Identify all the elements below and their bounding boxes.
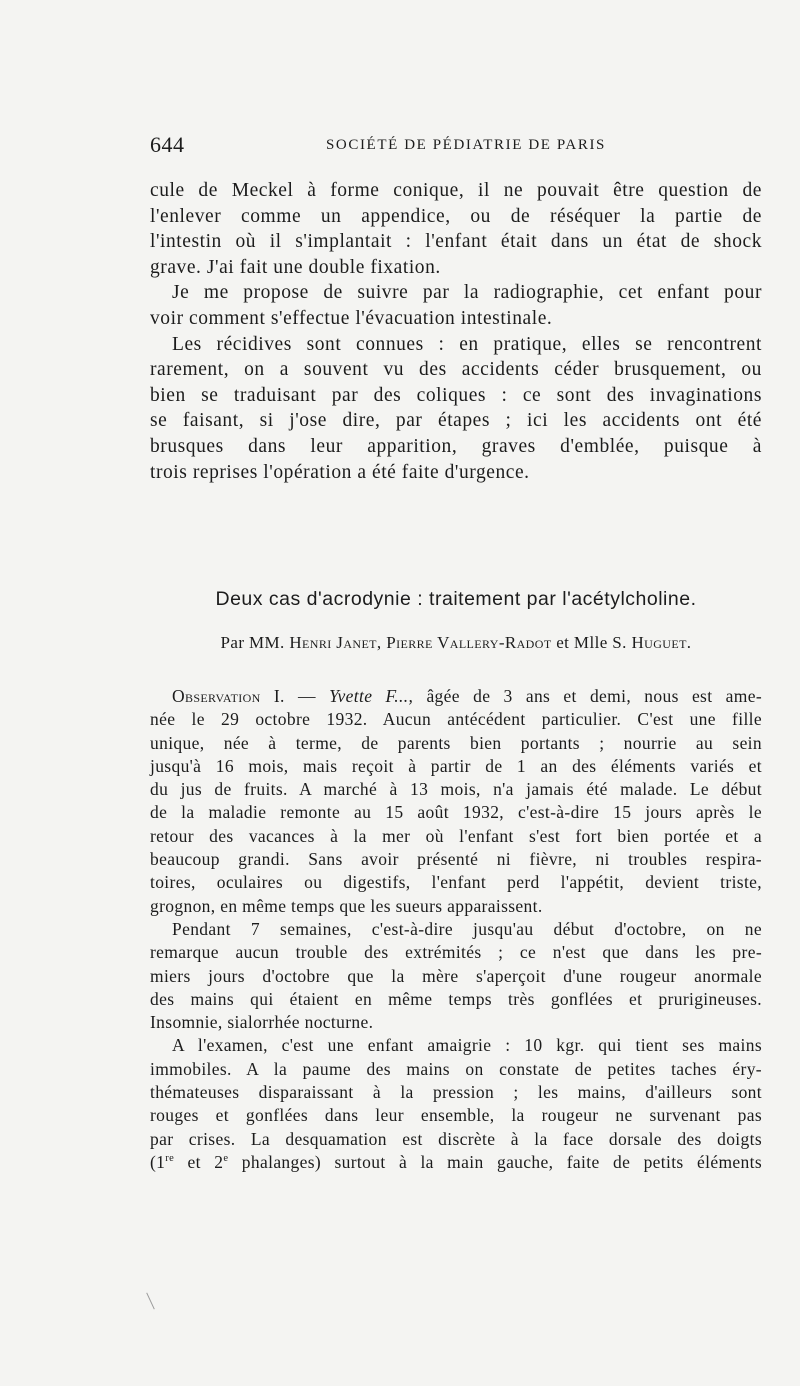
superscript: e — [223, 1153, 229, 1165]
text-line: par crises. La desquamation est discrète à la face dorsale des doigts — [150, 1128, 762, 1149]
page-number: 644 — [150, 132, 185, 157]
observation-label: Observation I. — [172, 686, 285, 706]
author-name: Henri Janet, — [289, 633, 382, 652]
text-line: immobiles. A la paume des mains on constate de petites taches éry- — [150, 1058, 762, 1079]
superscript: re — [165, 1153, 175, 1165]
text-line: Je me propose de suivre par la radiographie, cet enfant pour — [172, 282, 762, 304]
text-line: Pendant 7 semaines, c'est-à-dire jusqu'au début d'octobre, on ne — [172, 918, 762, 939]
authors-conjunction: et Mlle S. — [556, 633, 627, 652]
text-fragment: (1 — [150, 1151, 166, 1172]
patient-name: Yvette F..., — [329, 686, 414, 706]
text-line: se faisant, si j'ose dire, par étapes ; ici les accidents ont été — [150, 410, 762, 432]
observation-first-line — [150, 685, 762, 708]
text-line: de la maladie remonte au 15 août 1932, c'est-à-dire 15 jours après le — [150, 802, 762, 823]
text-line: l'intestin où il s'implantait : l'enfant était dans un état de shock — [150, 231, 762, 253]
continued-text — [150, 178, 762, 485]
text-line: voir comment s'effectue l'évacuation intestinale. — [150, 307, 553, 329]
text-fragment: et 2 — [174, 1151, 224, 1172]
authors-prefix: Par MM. — [220, 633, 285, 652]
observation-dash: — — [297, 686, 316, 706]
text-line: des mains qui étaient en même temps très gonflées et prurigineuses. — [150, 988, 762, 1009]
text-line: trois reprises l'opération a été faite d'urgence. — [150, 461, 530, 483]
text-line: thémateuses disparaissant à la pression ; les mains, d'ailleurs sont — [150, 1082, 762, 1103]
text-fragment: phalanges) surtout à la main gauche, faite de petits éléments — [228, 1151, 762, 1172]
text-line: jusqu'à 16 mois, mais reçoit à partir de 1 an des éléments variés et — [150, 755, 762, 776]
text-line: Les récidives sont connues : en pratique, elles se rencontrent — [172, 333, 762, 355]
observation-section — [150, 685, 762, 1174]
text-line: A l'examen, c'est une enfant amaigrie : 10 kgr. qui tient ses mains — [172, 1035, 762, 1056]
author-name: Huguet. — [631, 633, 692, 652]
observation-last-line — [150, 1151, 762, 1174]
article-title: Deux cas d'acrodynie : traitement par l'acétylcholine. — [215, 588, 697, 610]
text-line: du jus de fruits. A marché à 13 mois, n'a jamais été malade. Le début — [150, 779, 762, 800]
text-line: unique, née à terme, de parents bien portants ; nourrie au sein — [150, 732, 762, 753]
text-line: Insomnie, sialorrhée nocturne. — [150, 1012, 374, 1033]
running-title: SOCIÉTÉ DE PÉDIATRIE DE PARIS — [325, 137, 607, 153]
text-line: bien se traduisant par des coliques : ce sont des invaginations — [150, 384, 762, 406]
text-line: brusques dans leur apparition, graves d'emblée, puisque à — [150, 435, 762, 457]
article-authors — [150, 633, 762, 653]
scan-mark — [146, 1293, 155, 1310]
text-line: rarement, on a souvent vu des accidents céder brusquement, ou — [150, 359, 762, 381]
text-line: miers jours d'octobre que la mère s'aperçoit d'une rougeur anormale — [150, 965, 762, 986]
text-line: retour des vacances à la mer où l'enfant s'est fort bien portée et a — [150, 825, 762, 846]
text-line: grave. J'ai fait une double fixation. — [150, 256, 441, 278]
text-line: cule de Meckel à forme conique, il ne pouvait être question de — [150, 180, 762, 201]
text-line: toires, oculaires ou digestifs, l'enfant perd l'appétit, devient triste, — [150, 872, 762, 893]
text-line: beaucoup grandi. Sans avoir présenté ni fièvre, ni troubles respira- — [150, 849, 762, 870]
text-line: remarque aucun trouble des extrémités ; ce n'est que dans les pre- — [150, 942, 762, 963]
text-line: née le 29 octobre 1932. Aucun antécédent particulier. C'est une fille — [150, 709, 762, 730]
text-line: grognon, en même temps que les sueurs apparaissent. — [150, 895, 543, 916]
author-name: Pierre Vallery-Radot — [386, 633, 552, 652]
text-line: rouges et gonflées dans leur ensemble, la rougeur ne survenant pas — [150, 1105, 762, 1126]
text-line: l'enlever comme un appendice, ou de réséquer la partie de — [150, 205, 762, 227]
page-header — [150, 132, 762, 162]
text-fragment: âgée de 3 ans et demi, nous est ame- — [426, 686, 763, 706]
